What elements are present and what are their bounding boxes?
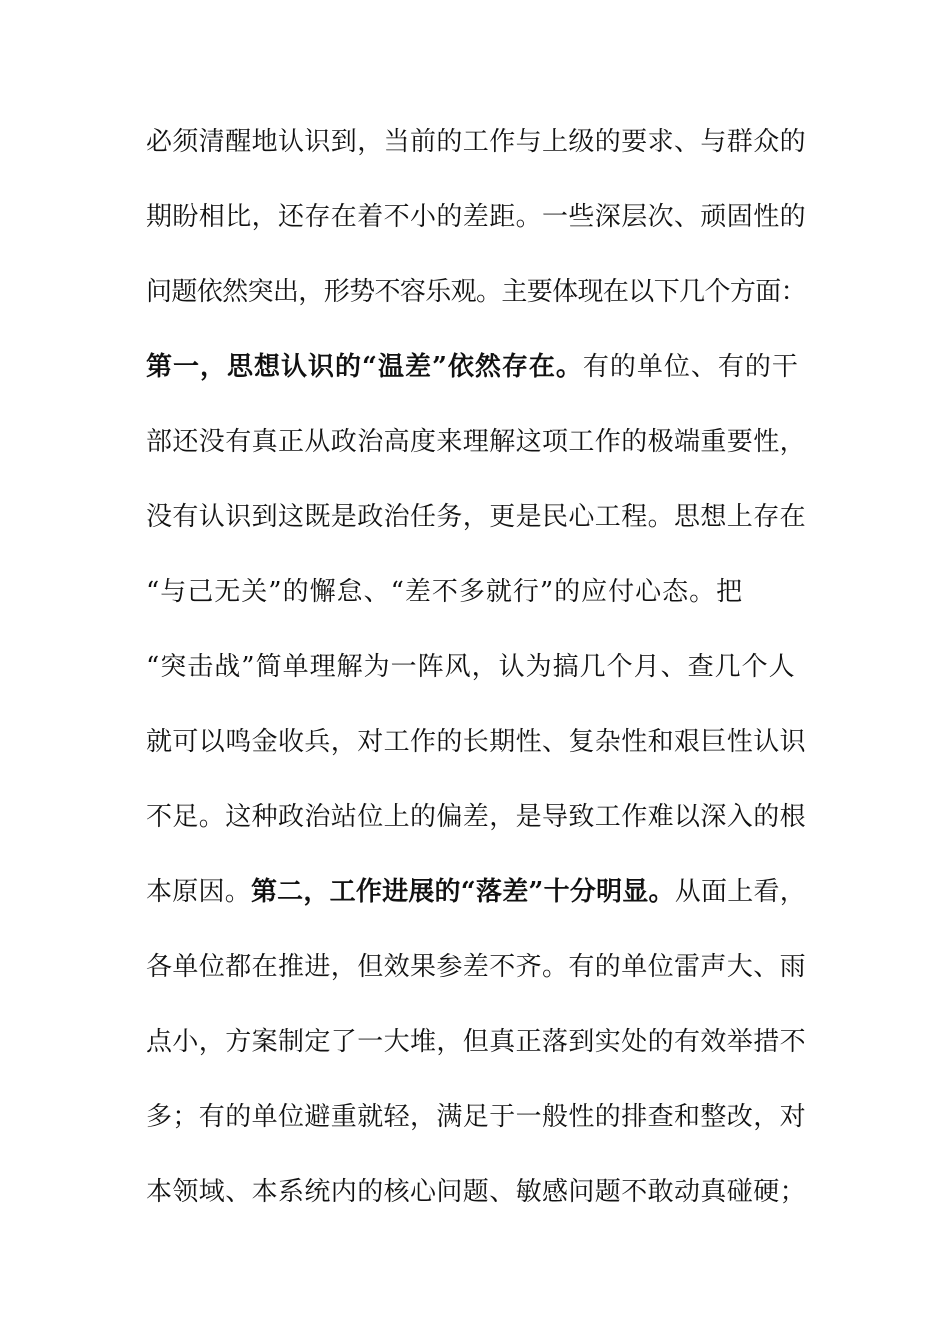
text-line (146, 1166, 806, 1241)
text-line (146, 116, 806, 191)
text-line (146, 266, 806, 341)
body-text: 点小，方案制定了一大堆，但真正落到实处的有效举措不 (146, 1027, 807, 1057)
text-line (146, 866, 806, 941)
text-line (146, 491, 806, 566)
text-line (146, 416, 806, 491)
body-text: “与己无关”的懈怠、“差不多就行”的应付心态。把 (146, 577, 744, 607)
body-text: 各单位都在推进，但效果参差不齐。有的单位雷声大、雨 (146, 952, 807, 982)
body-text: 期盼相比，还存在着不小的差距。一些深层次、顽固性的 (146, 202, 807, 232)
body-text: 就可以鸣金收兵，对工作的长期性、复杂性和艰巨性认识 (146, 727, 807, 757)
body-text: 有的单位、有的干 (582, 352, 799, 382)
body-text: 部还没有真正从政治高度来理解这项工作的极端重要性， (146, 427, 807, 457)
text-line (146, 1016, 806, 1091)
text-line (146, 941, 806, 1016)
bold-heading-text: 第二，工作进展的“落差”十分明显。 (250, 877, 675, 907)
bold-heading-text: 第一，思想认识的“温差”依然存在。 (146, 352, 583, 382)
body-text: 不足。这种政治站位上的偏差，是导致工作难以深入的根 (146, 802, 807, 832)
text-line (146, 641, 806, 716)
body-text: 本领域、本系统内的核心问题、敏感问题不敢动真碰硬； (146, 1177, 807, 1207)
text-line (146, 716, 806, 791)
document-body (146, 116, 806, 1241)
text-line (146, 191, 806, 266)
body-text: 从面上看， (674, 877, 806, 907)
body-text: 本原因。 (146, 877, 251, 907)
body-text: 没有认识到这既是政治任务，更是民心工程。思想上存在 (146, 502, 807, 532)
text-line (146, 791, 806, 866)
body-text: 问题依然突出，形势不容乐观。主要体现在以下几个方面： (146, 277, 807, 307)
text-line (146, 566, 806, 641)
body-text: “突击战”简单理解为一阵风，认为搞几个月、查几个人 (146, 652, 796, 682)
text-line (146, 1091, 806, 1166)
text-line (146, 341, 806, 416)
body-text: 必须清醒地认识到，当前的工作与上级的要求、与群众的 (146, 127, 807, 157)
body-text: 多；有的单位避重就轻，满足于一般性的排查和整改，对 (146, 1102, 807, 1132)
